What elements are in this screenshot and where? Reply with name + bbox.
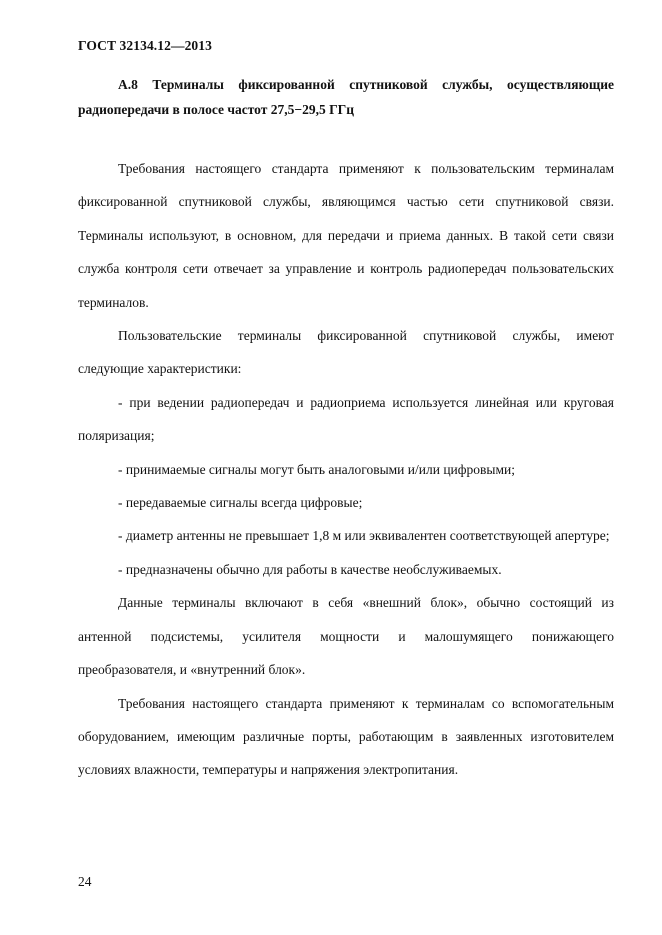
- paragraph-requirements-intro: Требования настоящего стандарта применяют к пользовательским терминалам фиксированной спутниковой службы, являющимся частью сети спутниковой связи. Терминалы используют, в основном, для передачи и приема данных. В такой сети связи служба контроля сети отвечает за управление и контроль радиопередач пользовательских терминалов.: [78, 161, 614, 310]
- paragraph-characteristics-intro: Пользовательские терминалы фиксированной спутниковой службы, имеют следующие характеристики:: [78, 328, 614, 377]
- paragraph-auxiliary-equipment: Требования настоящего стандарта применяют к терминалам со вспомогательным оборудованием, имеющим различные порты, работающим в заявленных изготовителем условиях влажности, температуры и напряжения электропитания.: [78, 695, 614, 778]
- list-item-antenna-diameter: - диаметр антенны не превышает 1,8 м или эквивалентен соответствующей апертуре;: [118, 528, 610, 544]
- document-header: ГОСТ 32134.12—2013: [78, 38, 212, 53]
- body-text: [78, 152, 614, 787]
- page-number: 24: [78, 874, 92, 889]
- list-item-unattended: - предназначены обычно для работы в качестве необслуживаемых.: [118, 561, 502, 577]
- list-item-received-signals: - принимаемые сигналы могут быть аналоговыми и/или цифровыми;: [118, 461, 515, 477]
- section-title: А.8 Терминалы фиксированной спутниковой службы, осуществляющие радиопередачи в полосе частот 27,5−29,5 ГГц: [78, 77, 614, 117]
- list-item-transmitted-signals: - передаваемые сигналы всегда цифровые;: [118, 495, 363, 511]
- paragraph-terminal-units: Данные терминалы включают в себя «внешний блок», обычно состоящий из антенной подсистемы, усилителя мощности и малошумящего понижающего преобразователя, и «внутренний блок».: [78, 595, 614, 678]
- list-item-polarization: - при ведении радиопередач и радиоприема используется линейная или круговая поляризация;: [78, 394, 614, 444]
